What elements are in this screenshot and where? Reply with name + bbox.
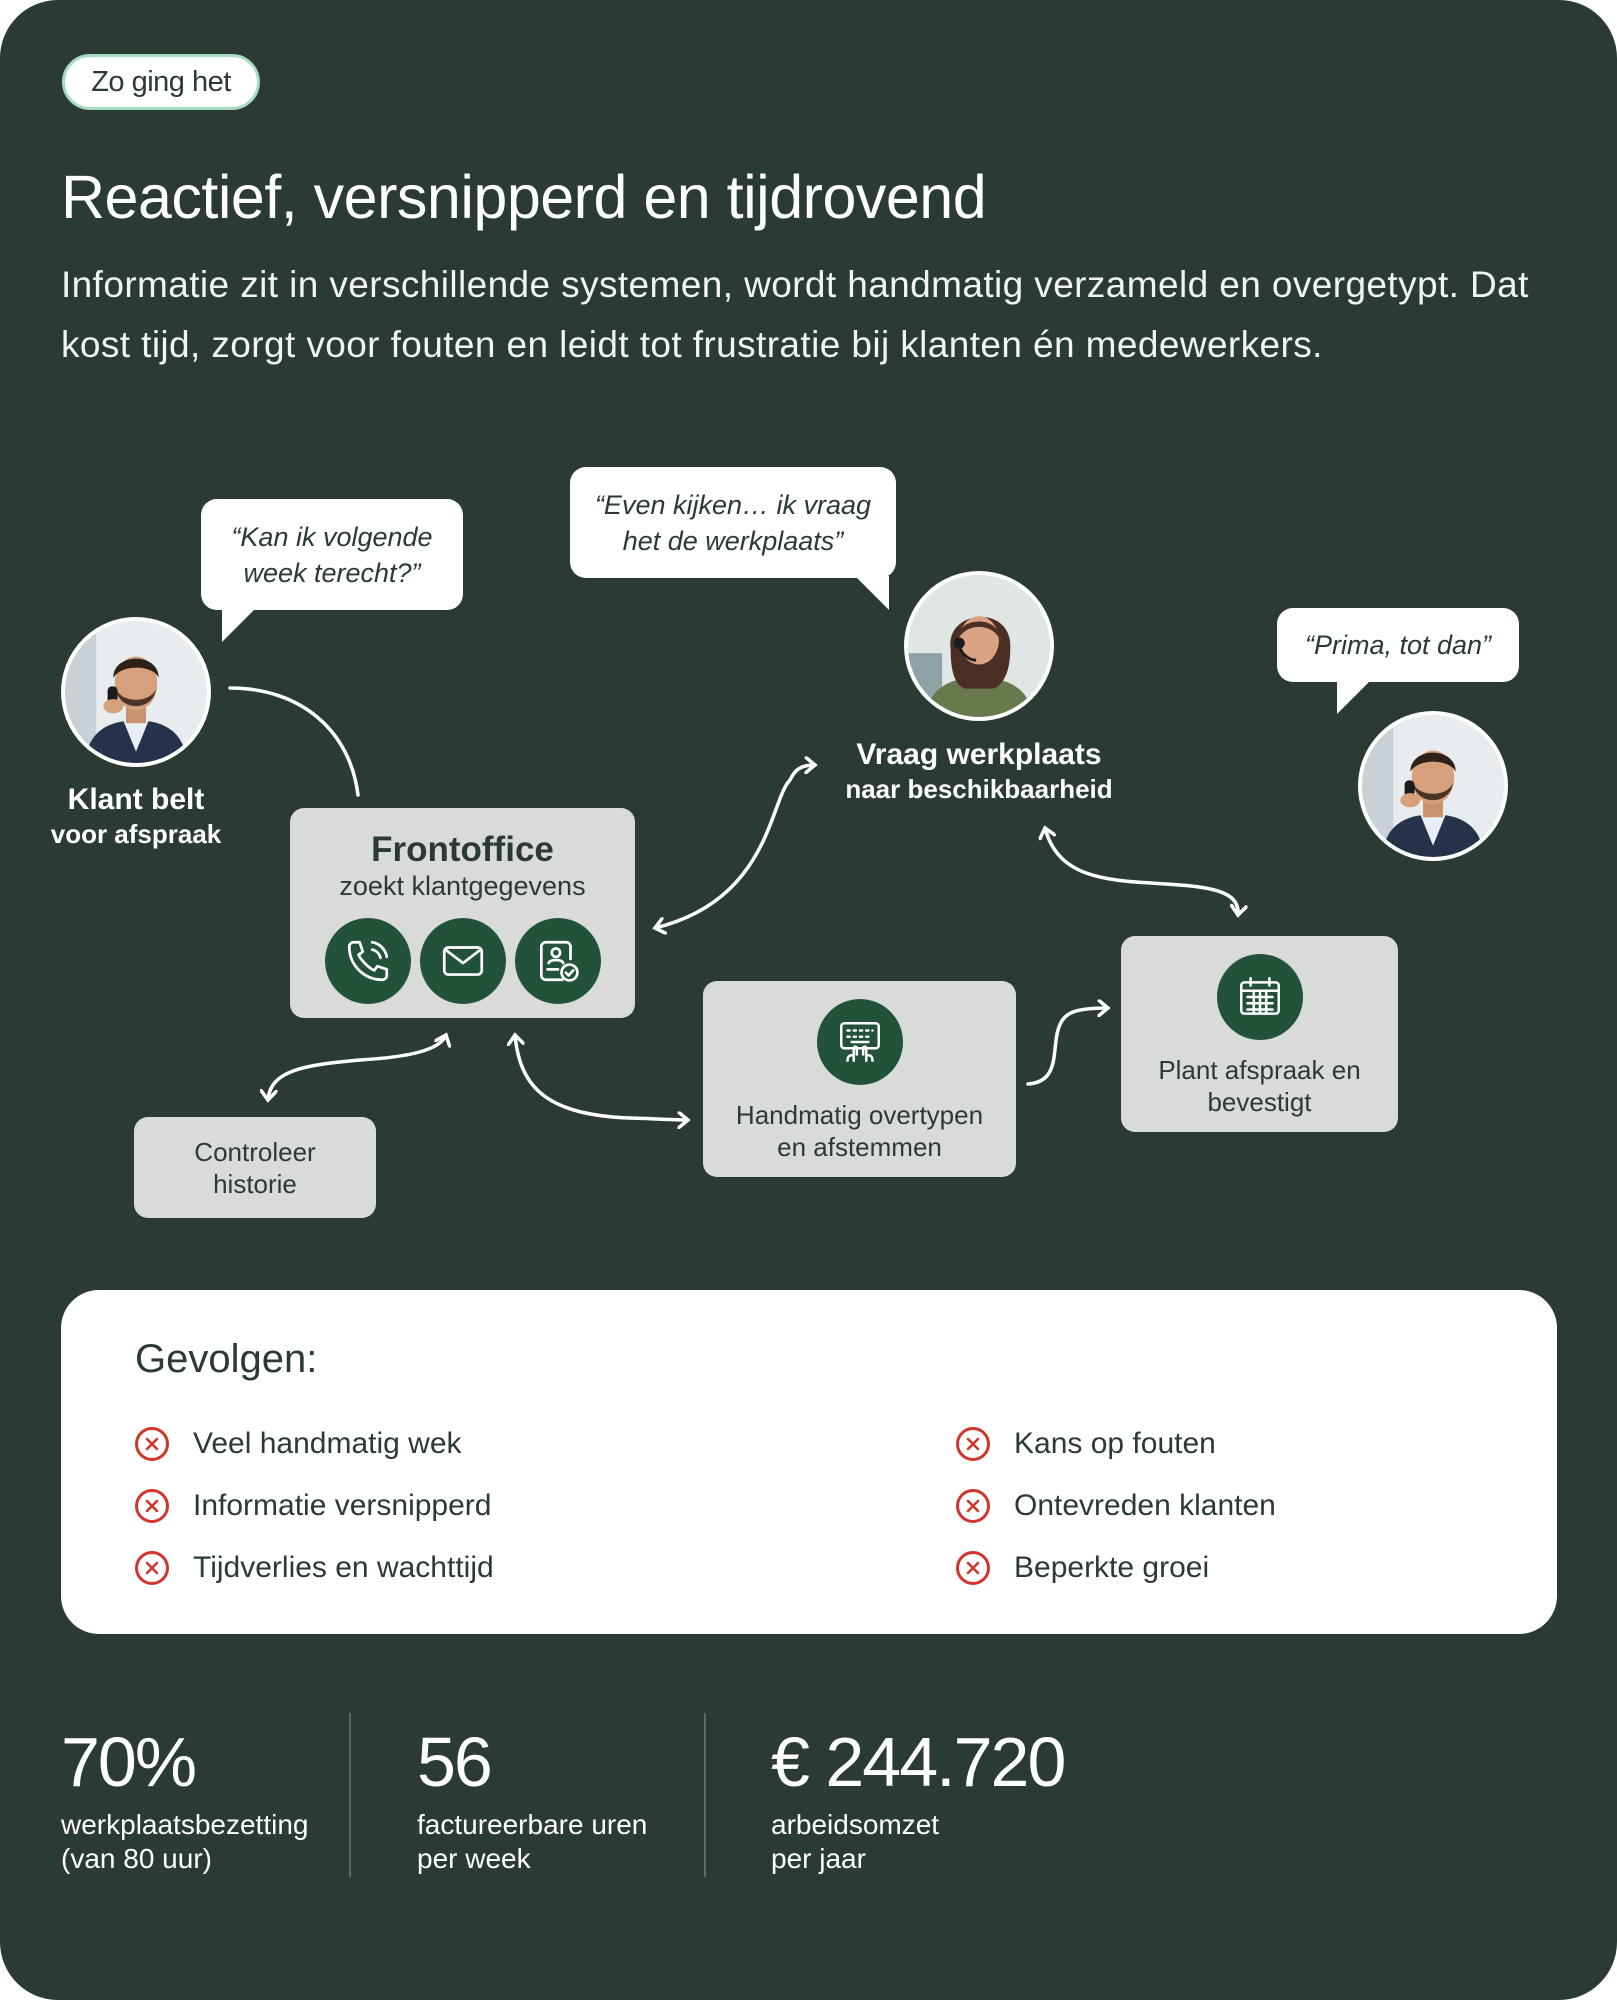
customer-label-line2: voor afspraak <box>50 819 222 849</box>
stat-value: 56 <box>417 1723 491 1801</box>
arrow-workshop-plan <box>1045 828 1238 915</box>
list-item <box>135 1475 494 1537</box>
customer-avatar <box>61 617 211 767</box>
list-item-label: Ontevreden klanten <box>1014 1489 1276 1522</box>
error-x-icon <box>956 1427 990 1461</box>
frontoffice-box <box>290 808 635 1018</box>
stat-value: € 244.720 <box>771 1723 1065 1801</box>
speech-bubble-customer-text: “Kan ik volgende week terecht?” <box>231 521 433 588</box>
stat-label-line1: factureerbare uren <box>417 1809 648 1840</box>
list-item-label: Tijdverlies en wachttijd <box>193 1551 494 1584</box>
stat-occupancy <box>61 1722 308 1876</box>
history-label: Controleer historie <box>194 1136 316 1199</box>
stat-billable-hours <box>417 1722 647 1876</box>
stat-label-line1: arbeidsomzet <box>771 1809 940 1840</box>
list-item-label: Veel handmatig wek <box>193 1427 462 1460</box>
arrow-manual-plan <box>1028 1008 1108 1084</box>
workshop-label-line2: naar beschikbaarheid <box>845 774 1113 804</box>
stat-divider <box>704 1713 706 1877</box>
speech-bubble-agent-tail <box>855 576 889 610</box>
mail-icon <box>420 918 506 1004</box>
phone-icon <box>325 918 411 1004</box>
speech-bubble-customer-end-tail <box>1337 680 1371 714</box>
stat-label-line2: (van 80 uur) <box>61 1843 212 1874</box>
consequences-panel <box>61 1290 1557 1634</box>
customer-end-avatar <box>1358 711 1508 861</box>
error-x-icon <box>135 1427 169 1461</box>
frontoffice-icons <box>290 918 635 1004</box>
consequences-right-list <box>956 1413 1276 1599</box>
section-tag: Zo ging het <box>62 54 260 110</box>
stat-label-line2: per jaar <box>771 1843 866 1874</box>
history-box <box>134 1117 376 1218</box>
error-x-icon <box>135 1489 169 1523</box>
arrow-frontoffice-manual <box>515 1035 688 1120</box>
list-item <box>956 1475 1276 1537</box>
speech-bubble-customer-tail <box>222 608 256 642</box>
list-item-label: Beperkte groei <box>1014 1551 1210 1584</box>
speech-bubble-customer-end-text: “Prima, tot dan” <box>1304 630 1492 660</box>
customer-label-line1: Klant belt <box>67 783 205 816</box>
agent-avatar <box>904 571 1054 721</box>
stat-label-line1: werkplaatsbezetting <box>61 1809 309 1840</box>
error-x-icon <box>135 1551 169 1585</box>
stat-label-line2: per week <box>417 1843 531 1874</box>
error-x-icon <box>956 1551 990 1585</box>
id-check-icon <box>515 918 601 1004</box>
stat-divider <box>349 1713 351 1877</box>
manual-label: Handmatig overtypen en afstemmen <box>735 1100 984 1162</box>
manual-box <box>703 981 1016 1177</box>
list-item-label: Informatie versnipperd <box>193 1489 492 1522</box>
list-item <box>135 1413 494 1475</box>
stat-value: 70% <box>61 1723 196 1801</box>
workshop-label <box>829 738 1129 806</box>
page-title: Reactief, versnipperd en tijdrovend <box>61 163 987 231</box>
arrow-frontoffice-workshop <box>655 765 815 928</box>
list-item <box>135 1537 494 1599</box>
list-item-label: Kans op fouten <box>1014 1427 1216 1460</box>
list-item <box>956 1413 1276 1475</box>
arrow-frontoffice-history <box>268 1035 446 1100</box>
stat-revenue <box>771 1722 1064 1876</box>
speech-bubble-customer <box>201 499 463 610</box>
speech-bubble-agent <box>570 467 896 578</box>
workshop-label-line1: Vraag werkplaats <box>856 738 1102 771</box>
speech-bubble-agent-text: “Even kijken… ik vraag het de werkplaats” <box>594 489 872 556</box>
consequences-left-list <box>135 1413 494 1599</box>
plan-box <box>1121 936 1398 1132</box>
customer-label <box>36 783 236 851</box>
keyboard-typing-icon <box>817 999 903 1085</box>
speech-bubble-customer-end <box>1277 608 1519 682</box>
list-item <box>956 1537 1276 1599</box>
consequences-title: Gevolgen: <box>135 1337 318 1381</box>
plan-label: Plant afspraak en bevestigt <box>1158 1055 1361 1117</box>
calendar-icon <box>1217 954 1303 1040</box>
frontoffice-subtitle: zoekt klantgegevens <box>339 871 586 901</box>
error-x-icon <box>956 1489 990 1523</box>
intro-text: Informatie zit in verschillende systemen, wordt handmatig verzameld en overgetypt. Dat kost tijd, zorgt voor fouten en leidt tot frustratie bij klanten én medewerkers. <box>61 264 1529 365</box>
arrow-customer-to-frontoffice <box>230 688 358 795</box>
frontoffice-title: Frontoffice <box>371 830 554 869</box>
